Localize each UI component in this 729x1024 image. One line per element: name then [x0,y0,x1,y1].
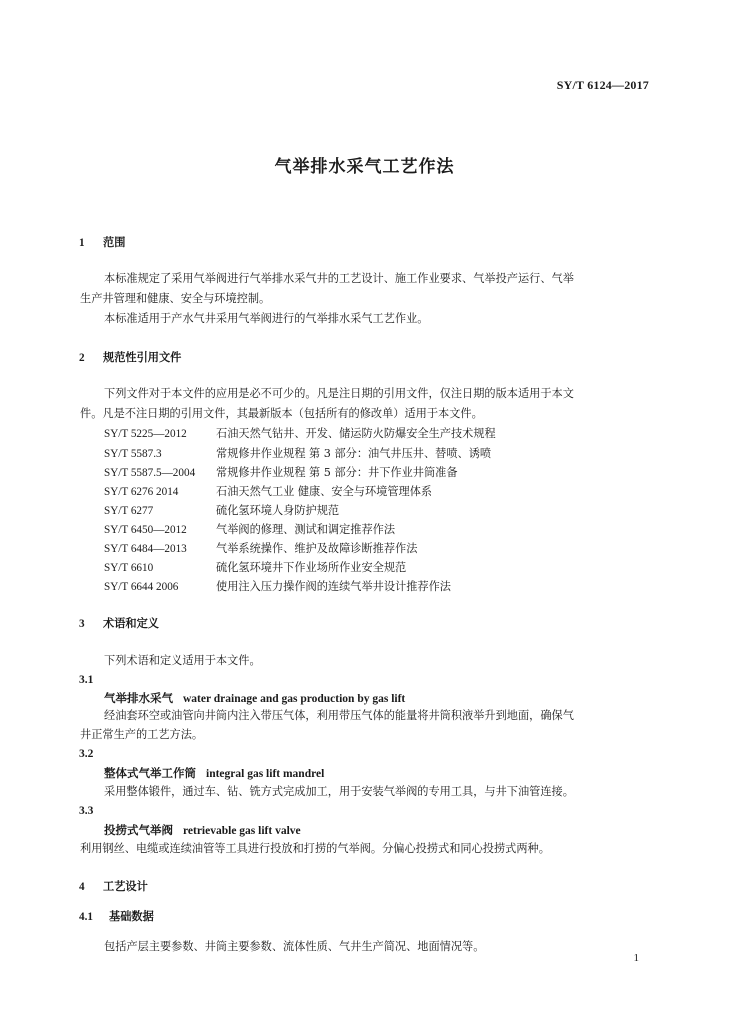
reference-code: SY/T 6277 [104,505,154,517]
definition-line: 井正常生产的工艺方法。 [80,728,204,741]
reference-item [104,466,458,480]
reference-code: SY/T 6450—2012 [104,524,187,536]
term-en: water drainage and gas production by gas lift [183,693,406,705]
paragraph-line: 下列文件对于本文件的应用是必不可少的。凡是注日期的引用文件，仅注日期的版本适用于本文 [104,387,574,400]
definition-line: 采用整体锻件，通过车、钻、铣方式完成加工，用于安装气举阀的专用工具，与井下油管连接。 [104,785,574,798]
term-number: 3.1 [79,674,94,686]
subsection-4-1-heading [79,910,154,924]
reference-code: SY/T 5587.3 [104,448,162,460]
term-zh: 投捞式气举阀 [104,823,173,837]
term-zh: 气举排水采气 [104,691,173,705]
reference-title: 硫化氢环境井下作业场所作业安全规范 [216,561,407,574]
subsection-number: 4.1 [79,911,93,923]
reference-code: SY/T 6484—2013 [104,543,187,555]
paragraph-line: 本标准适用于产水气井采用气举阀进行的气举排水采气工艺作业。 [104,312,429,325]
reference-code: SY/T 6644 2006 [104,581,179,593]
section-title: 规范性引用文件 [103,351,182,364]
section-number: 1 [79,237,85,249]
term-heading [104,766,324,781]
standard-code: SY/T 6124—2017 [556,78,649,92]
reference-code: SY/T 5587.5—2004 [104,467,196,479]
reference-title: 常规修井作业规程 第 3 部分：油气井压井、替喷、诱喷 [216,447,492,460]
paragraph-line: 件。凡是不注日期的引用文件，其最新版本（包括所有的修改单）适用于本文件。 [80,407,483,420]
section-title: 术语和定义 [103,617,159,630]
paragraph-line: 生产井管理和健康、安全与环境控制。 [80,292,271,305]
section-2-heading [79,351,181,365]
section-number: 4 [79,881,85,893]
definition-line: 利用钢丝、电缆或连续油管等工具进行投放和打捞的气举阀。分偏心投捞式和同心投捞式两种。 [80,842,550,855]
reference-item [104,427,496,441]
reference-title: 气举阀的修理、测试和调定推荐作法 [216,523,396,536]
paragraph-line: 下列术语和定义适用于本文件。 [104,654,261,667]
reference-item [104,485,432,499]
reference-title: 硫化氢环境人身防护规范 [216,504,340,517]
term-number: 3.3 [79,805,94,817]
reference-item [104,561,406,575]
section-1-heading [79,236,125,250]
section-number: 3 [79,618,85,630]
reference-title: 石油天然气工业 健康、安全与环境管理体系 [216,485,433,498]
term-en: integral gas lift mandrel [206,768,325,780]
reference-item [104,542,417,556]
term-number: 3.2 [79,748,94,760]
section-4-heading [79,880,148,894]
reference-code: SY/T 5225—2012 [104,428,187,440]
section-number: 2 [79,352,85,364]
reference-title: 气举系统操作、维护及故障诊断推荐作法 [216,542,418,555]
section-3-heading [79,617,159,631]
reference-title: 常规修井作业规程 第 5 部分：井下作业井筒准备 [216,466,458,479]
reference-item [104,580,451,594]
page-number: 1 [633,952,639,964]
reference-title: 石油天然气钻井、开发、储运防火防爆安全生产技术规程 [216,427,496,440]
term-en: retrievable gas lift valve [183,825,301,837]
definition-line: 经油套环空或油管向井筒内注入带压气体，利用带压气体的能量将井筒积液举升到地面，确保气 [104,709,574,722]
reference-code: SY/T 6610 [104,562,154,574]
paragraph-line: 本标准规定了采用气举阀进行气举排水采气井的工艺设计、施工作业要求、气举投产运行、气举 [104,272,574,285]
section-title: 工艺设计 [103,880,148,893]
term-heading [104,823,301,838]
paragraph-line: 包括产层主要参数、井筒主要参数、流体性质、气井生产简况、地面情况等。 [104,940,485,953]
reference-item [104,504,339,518]
section-title: 范围 [103,236,126,249]
reference-item [104,447,491,461]
document-title: 气举排水采气工艺作法 [274,157,455,177]
term-heading [104,691,405,706]
term-zh: 整体式气举工作筒 [104,766,196,780]
reference-code: SY/T 6276 2014 [104,486,179,498]
reference-title: 使用注入压力操作阀的连续气举井设计推荐作法 [216,580,451,593]
reference-item [104,523,395,537]
subsection-title: 基础数据 [109,910,154,923]
